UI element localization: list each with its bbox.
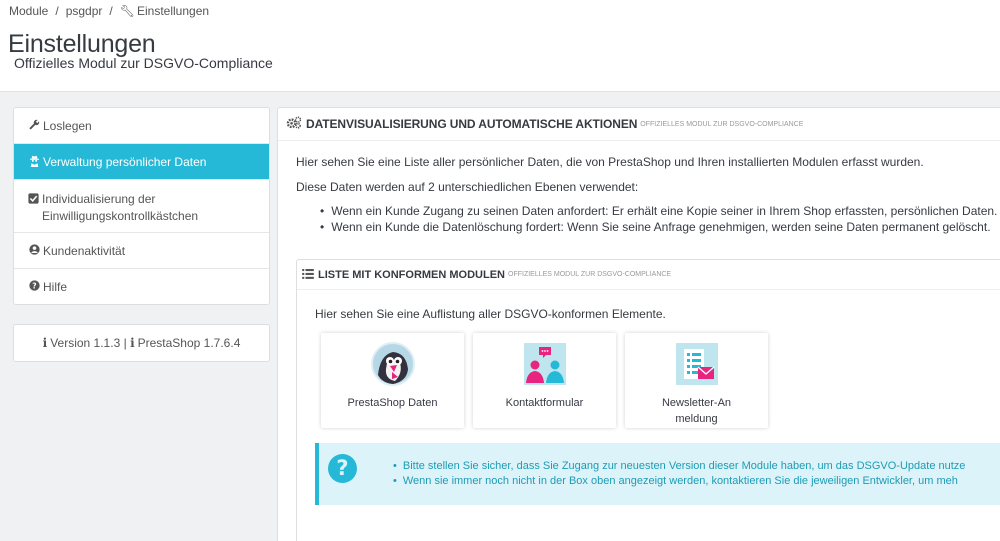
sidebar-item-label: Verwaltung persönlicher Daten: [43, 155, 207, 169]
list-item: • Wenn sie immer noch nicht in der Box oben angezeigt werden, kontaktieren Sie die jeweiligen Entwickler, um meh: [393, 474, 965, 489]
sidebar-item-label: Individualisierung der Einwilligungskontrollkästchen: [42, 192, 199, 223]
usage-list: [320, 204, 997, 235]
check-square-icon: [28, 193, 39, 210]
module-tile-prestashop[interactable]: [321, 333, 464, 428]
list-item: • Wenn ein Kunde Zugang zu seinen Daten anfordert: Er erhält eine Kopie seiner in Ihrem Shop erfassten, persönlichen Daten.: [320, 204, 997, 220]
wrench-icon: [28, 119, 40, 133]
module-tile-kontaktformular[interactable]: [473, 333, 616, 428]
list-icon: [302, 268, 314, 282]
modules-intro: Hier sehen Sie eine Auflistung aller DSGVO-konformen Elemente.: [315, 307, 666, 321]
info-icon: i: [42, 336, 48, 350]
question-circle-icon: [28, 280, 40, 294]
list-item: • Wenn ein Kunde die Datenlöschung fordert: Wenn Sie seine Anfrage genehmigen, werden seine Daten permanent gelöscht.: [320, 220, 997, 236]
module-tile-newsletter[interactable]: [625, 333, 768, 428]
sidebar-item-loslegen[interactable]: [14, 108, 269, 144]
module-version: Version 1.1.3: [50, 336, 121, 350]
user-circle-icon: [28, 244, 40, 258]
prestashop-version: PrestaShop 1.7.6.4: [137, 336, 241, 350]
sidebar-item-hilfe[interactable]: [14, 269, 269, 304]
subpanel-title-small: OFFIZIELLES MODUL ZUR DSGVO-COMPLIANCE: [508, 271, 672, 278]
info-alert: [315, 443, 1000, 505]
intro-paragraph: Hier sehen Sie eine Liste aller persönlicher Daten, die von PrestaShop und Ihren installierten Modulen erfasst wurden.: [296, 155, 924, 169]
version-info: [13, 324, 270, 362]
breadcrumb-separator: /: [109, 4, 113, 18]
sidebar-nav: [13, 107, 270, 305]
tile-label-text: Newsletter-Anmeldung: [661, 397, 732, 425]
sidebar-item-label: Hilfe: [43, 280, 68, 294]
breadcrumb-psgdpr-link[interactable]: psgdpr: [65, 4, 103, 18]
breadcrumb-separator: /: [55, 4, 59, 18]
compliant-modules-panel: [296, 259, 1000, 541]
contact-chat-icon: [522, 341, 568, 387]
tile-label: Kontaktformular: [505, 397, 584, 409]
cogs-icon: [286, 116, 302, 132]
sidebar-item-label: Loslegen: [43, 119, 92, 133]
wrench-icon: 🔧︎: [119, 4, 135, 18]
sidebar-item-individualisierung[interactable]: [14, 180, 269, 233]
breadcrumb-module-link[interactable]: Module: [9, 4, 49, 18]
panel-title: DATENVISUALISIERUNG UND AUTOMATISCHE AKTIONEN: [306, 117, 638, 131]
panel-title-small: OFFIZIELLES MODUL ZUR DSGVO-COMPLIANCE: [640, 120, 804, 128]
data-visualization-panel: [277, 107, 1000, 541]
question-icon: ?: [328, 454, 357, 483]
breadcrumb: [9, 4, 209, 18]
user-secret-icon: [28, 155, 40, 170]
version-separator: |: [123, 336, 127, 350]
usage-paragraph: Diese Daten werden auf 2 unterschiedlichen Ebenen verwendet:: [296, 180, 639, 194]
page-subtitle: Offizielles Modul zur DSGVO-Compliance: [14, 55, 273, 71]
subpanel-title: LISTE MIT KONFORMEN MODULEN: [318, 268, 505, 281]
alert-list: [393, 459, 965, 489]
breadcrumb-current: Einstellungen: [136, 4, 210, 18]
tile-label: [625, 395, 768, 427]
sidebar-item-verwaltung[interactable]: [14, 144, 269, 180]
list-item: • Bitte stellen Sie sicher, dass Sie Zugang zur neuesten Version dieser Module haben, um das DSGVO-Update nutze: [393, 459, 965, 474]
newsletter-list-icon: [674, 341, 720, 387]
svg-text:?: ?: [31, 281, 37, 291]
tile-label: PrestaShop Daten: [347, 397, 438, 409]
panel-heading: [278, 108, 1000, 141]
page-title: Einstellungen: [8, 30, 156, 58]
sidebar-item-kundenaktivitaet[interactable]: [14, 233, 269, 269]
page-header: [0, 0, 1000, 92]
sidebar-item-label: Kundenaktivität: [43, 244, 126, 258]
prestashop-puffin-logo-icon: [370, 341, 416, 387]
subpanel-heading: [297, 260, 1000, 290]
info-icon: i: [130, 336, 135, 350]
